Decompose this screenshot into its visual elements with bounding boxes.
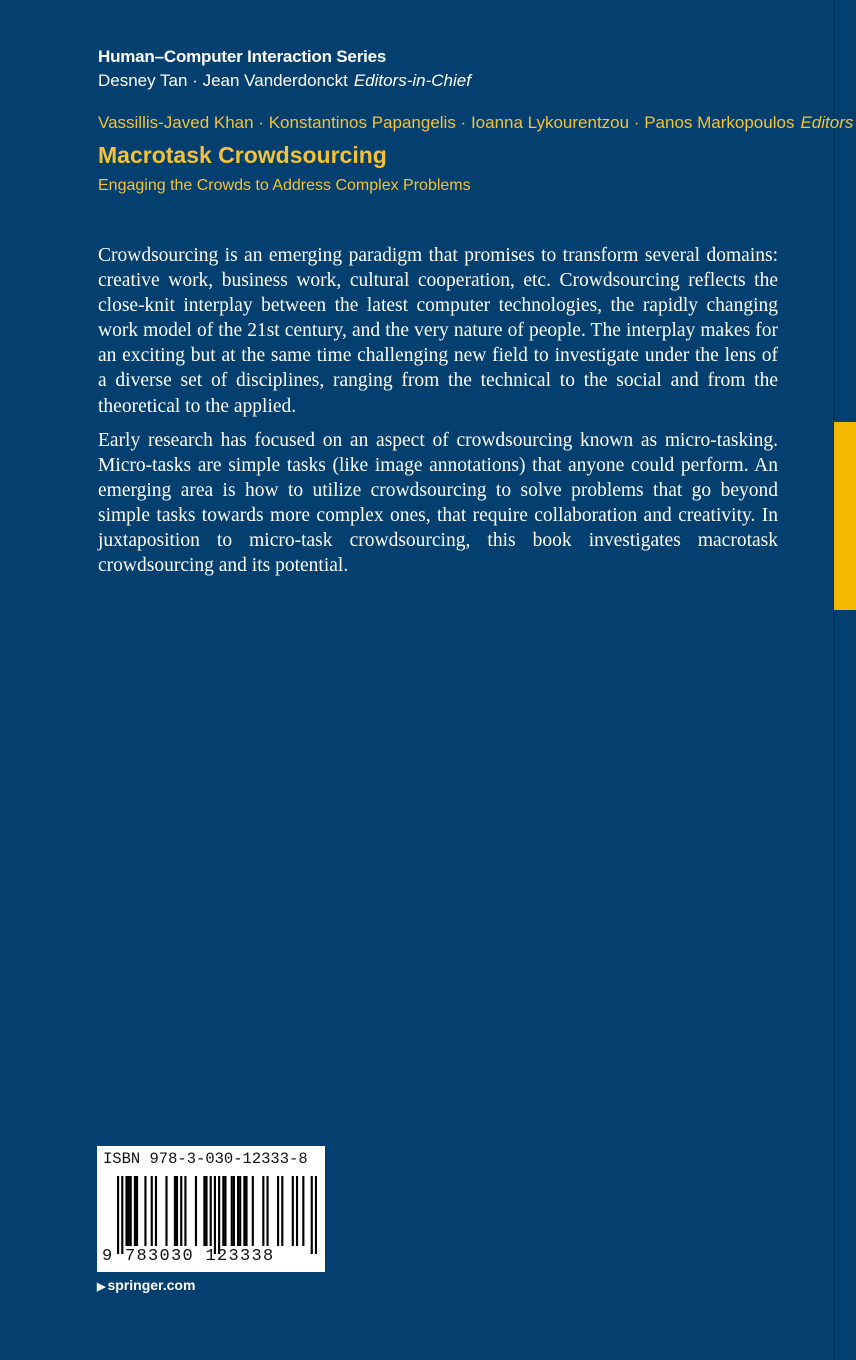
barcode-bar bbox=[176, 1176, 178, 1246]
blurb-paragraph: Early research has focused on an aspect of crowdsourcing known as micro-tasking. Micro-tasks are simple tasks (like image annotations) that anyone could perform. An emerging area is how to utilize crowdsourcing to solve problems that go beyond simple tasks towards more complex ones, that require collaboration and creativity. In juxtaposition to micro-task crowdsourcing, this book investigates macrotask crowdsourcing and its potential. bbox=[98, 429, 778, 577]
editors-in-chief-line bbox=[98, 69, 818, 93]
barcode-bar bbox=[218, 1176, 220, 1254]
barcode-bar bbox=[243, 1176, 245, 1246]
barcode-bars bbox=[117, 1176, 317, 1254]
isbn-barcode bbox=[97, 1146, 325, 1272]
barcode-digits: 9 783030 123338 bbox=[102, 1247, 275, 1266]
barcode-bar bbox=[292, 1176, 294, 1246]
editors-in-chief-names: Desney Tan · Jean Vanderdonckt bbox=[98, 71, 348, 90]
series-header bbox=[98, 45, 818, 93]
barcode-bar bbox=[311, 1176, 313, 1254]
barcode-bar bbox=[222, 1176, 224, 1246]
barcode-bar bbox=[302, 1176, 304, 1246]
barcode-bar bbox=[155, 1176, 157, 1246]
spine-accent-bar bbox=[834, 422, 856, 610]
series-title: Human–Computer Interaction Series bbox=[98, 47, 387, 66]
barcode-bar bbox=[205, 1176, 207, 1246]
barcode-bar bbox=[195, 1176, 197, 1246]
barcode-bar bbox=[121, 1176, 123, 1254]
barcode-bar bbox=[128, 1176, 130, 1246]
barcode-bar bbox=[184, 1176, 186, 1246]
barcode-bar bbox=[277, 1176, 279, 1246]
barcode-bar bbox=[125, 1176, 127, 1246]
barcode-bar bbox=[136, 1176, 138, 1246]
barcode-bar bbox=[296, 1176, 298, 1246]
barcode-bar bbox=[239, 1176, 241, 1246]
barcode-bar bbox=[134, 1176, 136, 1246]
barcode-bar bbox=[165, 1176, 167, 1246]
barcode-bar bbox=[233, 1176, 235, 1246]
play-arrow-icon: ▶ bbox=[97, 1281, 106, 1293]
blurb-text bbox=[98, 243, 778, 587]
barcode-bar bbox=[237, 1176, 239, 1246]
barcode-bar bbox=[214, 1176, 216, 1254]
barcode-bar bbox=[117, 1176, 119, 1254]
barcode-bar bbox=[151, 1176, 153, 1246]
barcode-bar bbox=[180, 1176, 182, 1246]
barcode-bar bbox=[252, 1176, 254, 1246]
barcode-bar bbox=[144, 1176, 146, 1246]
barcode-bar bbox=[262, 1176, 264, 1246]
book-editors-role: Editors bbox=[800, 113, 854, 132]
barcode-bar bbox=[281, 1176, 283, 1246]
barcode-bar bbox=[174, 1176, 176, 1246]
barcode-graphic bbox=[117, 1176, 317, 1254]
book-editors-line bbox=[98, 111, 854, 135]
barcode-bar bbox=[231, 1176, 233, 1246]
book-subtitle: Engaging the Crowds to Address Complex Problems bbox=[98, 177, 471, 194]
book-editors-names: Vassillis-Javed Khan · Konstantinos Papangelis · Ioanna Lykourentzou · Panos Markopoulos bbox=[98, 113, 795, 132]
blurb-paragraph: Crowdsourcing is an emerging paradigm that promises to transform several domains: creative work, business work, cultural cooperation, etc. Crowdsourcing reflects the close-knit interplay between the latest computer technologies, the rapidly changing work model of the 21st century, and the very nature of people. The interplay makes for an exciting but at the same time challenging new field to investigate under the lens of a diverse set of disciplines, ranging from the technical to the social and from the theoretical to the applied. bbox=[98, 245, 778, 417]
barcode-bar bbox=[130, 1176, 132, 1246]
book-title: Macrotask Crowdsourcing bbox=[98, 142, 387, 168]
isbn-label: ISBN 978-3-030-12333-8 bbox=[103, 1150, 308, 1168]
barcode-bar bbox=[210, 1176, 212, 1246]
barcode-bar bbox=[266, 1176, 268, 1246]
barcode-bar bbox=[224, 1176, 226, 1246]
barcode-bar bbox=[203, 1176, 205, 1246]
publisher-link[interactable] bbox=[97, 1277, 195, 1293]
publisher-url: springer.com bbox=[107, 1277, 196, 1293]
barcode-bar bbox=[315, 1176, 317, 1254]
editors-in-chief-role: Editors-in-Chief bbox=[353, 71, 471, 90]
spine-strip bbox=[835, 0, 856, 1360]
barcode-bar bbox=[245, 1176, 247, 1246]
